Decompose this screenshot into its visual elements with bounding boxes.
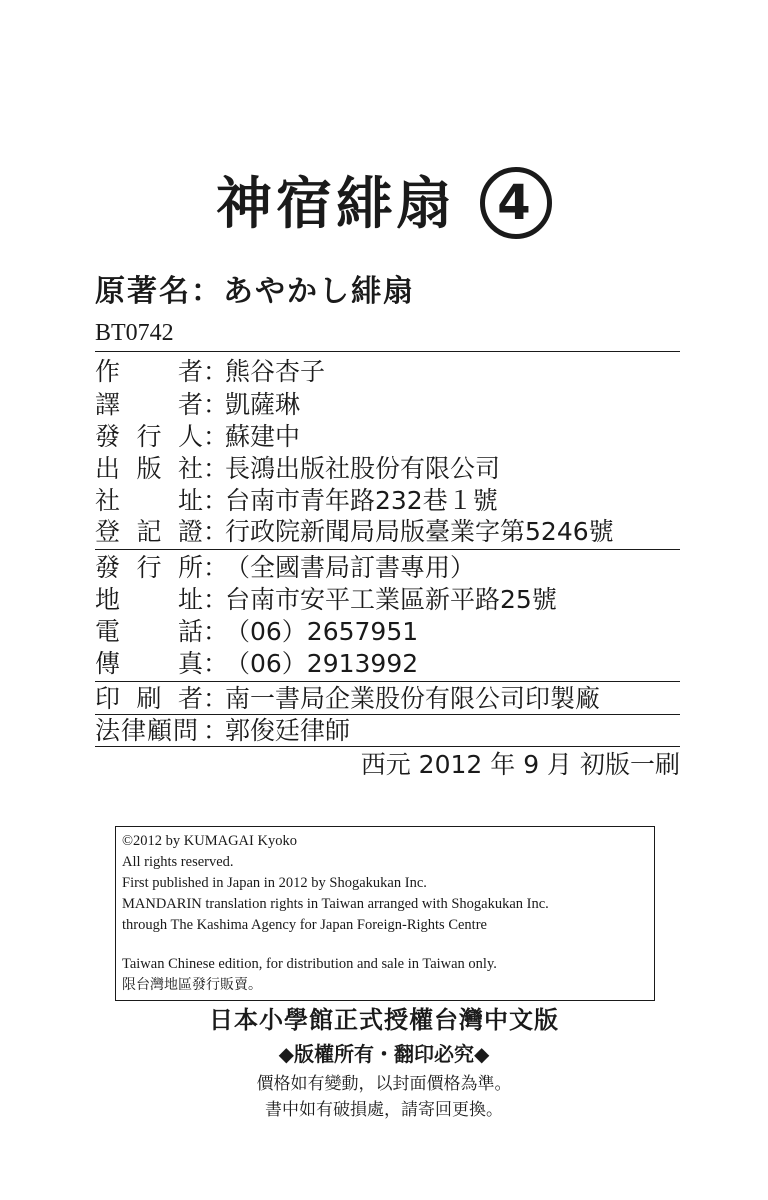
credit-row-fax: 傳真：（06）2913992 [95, 649, 419, 678]
credit-row-distributor-address: 地址：台南市安平工業區新平路25號 [95, 585, 557, 614]
credit-row-address: 社址：台南市青年路232巷１號 [95, 486, 498, 515]
copyright-line: MANDARIN translation rights in Taiwan arranged with Shogakukan Inc. [122, 896, 549, 912]
copyright-box [115, 826, 655, 1001]
credit-row-publisher-person: 發行人：蘇建中 [95, 422, 301, 451]
price-note: 價格如有變動，以封面價格為準。 [256, 1074, 512, 1094]
divider [95, 746, 680, 747]
credit-row-author: 作者：熊谷杏子 [95, 357, 326, 386]
credit-row-distributor: 發行所：（全國書局訂書專用） [95, 553, 476, 582]
divider [95, 351, 680, 352]
book-title [0, 165, 768, 245]
copyright-line: All rights reserved. [122, 854, 234, 870]
authorization-line: 日本小學館正式授權台灣中文版 [209, 1006, 559, 1034]
title-text: 神宿緋扇 [216, 172, 456, 237]
divider [95, 681, 680, 682]
credit-row-legal: 法律顧問 ：郭俊廷律師 [95, 716, 351, 745]
copyright-line: Taiwan Chinese edition, for distribution and sale in Taiwan only. [122, 956, 497, 972]
copyright-line: through The Kashima Agency for Japan Foreign-Rights Centre [122, 917, 487, 933]
credit-row-translator: 譯者：凱薩琳 [95, 390, 301, 419]
volume-number: 4 [480, 167, 552, 239]
credit-row-registration: 登記證：行政院新聞局局版臺業字第5246號 [95, 517, 614, 546]
edition-line: 西元 2012 年 9 月 初版一刷 [360, 750, 680, 779]
original-title: 原著名：あやかし緋扇 [95, 274, 415, 309]
credit-row-phone: 電話：（06）2657951 [95, 617, 419, 646]
credit-row-publisher: 出版社：長鴻出版社股份有限公司 [95, 454, 501, 483]
credit-row-printer: 印刷者：南一書局企業股份有限公司印製廠 [95, 684, 601, 713]
copyright-line: 限台灣地區發行販賣。 [122, 977, 262, 993]
book-code: BT0742 [95, 320, 174, 346]
divider [95, 549, 680, 550]
copyright-line: First published in Japan in 2012 by Shogakukan Inc. [122, 875, 427, 891]
damage-note: 書中如有破損處，請寄回更換。 [265, 1100, 503, 1120]
copyright-line: ©2012 by KUMAGAI Kyoko [122, 833, 297, 849]
rights-notice: ◆版權所有・翻印必究◆ [278, 1042, 490, 1066]
